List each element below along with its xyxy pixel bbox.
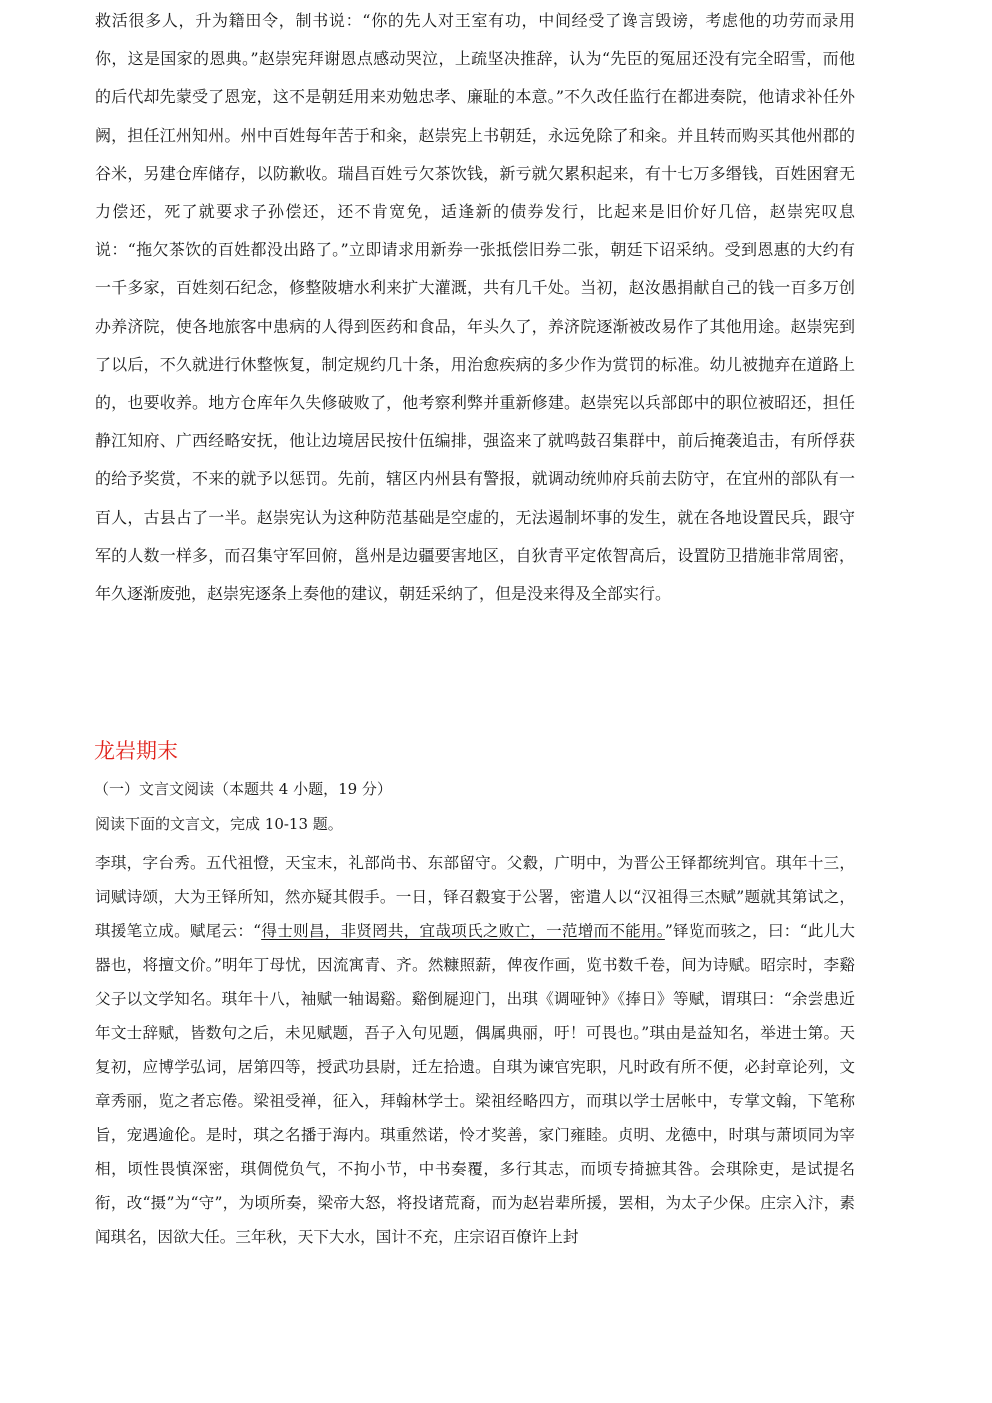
translation-paragraph: 救活很多人，升为籍田令，制书说：“你的先人对王室有功，中间经受了谗言毁谤，考虑他的功劳而录用你，这是国家的恩典。”赵崇宪拜谢恩点感动哭泣，上疏坚决推辞，认为“先臣的冤屈还没有完全昭雪，而他的后代却先蒙受了恩宠，这不是朝廷用来劝勉忠孝、廉耻的本意。”不久改任监行在都进奏院，他请求补任外阙，担任江州知州。州中百姓每年苦于和籴，赵崇宪上书朝廷，永远免除了和籴。并且转而购买其他州郡的谷米，另建仓库储存，以防歉收。瑞昌百姓亏欠茶饮钱，新亏就欠累积起来，有十七万多缗钱，百姓困窘无力偿还，死了就要求子孙偿还，还不肯宽免，适逢新的债券发行，比起来是旧价好几倍，赵崇宪叹息说：“拖欠茶饮的百姓都没出路了。”立即请求用新券一张抵偿旧券二张，朝廷下诏采纳。受到恩惠的大约有一千多家，百姓刻石纪念，修整陂塘水利来扩大灌溉，共有几千处。当初，赵汝愚捐献自己的钱一百多万创办养济院，使各地旅客中患病的人得到医药和食品，年头久了，养济院逐渐被改易作了其他用途。赵崇宪到了以后，不久就进行休整恢复，制定规约几十条，用治愈疾病的多少作为赏罚的标准。幼儿被抛弃在道路上的，也要收养。地方仓库年久失修破败了，他考察利弊并重新修建。赵崇宪以兵部郎中的职位被昭还，担任静江知府、广西经略安抚，他让边境居民按什伍编排，强盗来了就鸣鼓召集群中，前后掩袭追击，有所俘获的给予奖赏，不来的就予以惩罚。先前，辖区内州县有警报，就调动统帅府兵前去防守，在宜州的部队有一百人，古县占了一半。赵崇宪认为这种防范基础是空虚的，无法遏制坏事的发生，就在各地设置民兵，跟守军的人数一样多，而召集守军回俯，邕州是边疆要害地区，自狄青平定侬智高后，设置防卫措施非常周密，年久逐渐废弛，赵崇宪逐条上奏他的建议，朝廷采纳了，但是没来得及全部实行。: [95, 11, 855, 604]
section-heading: 龙岩期末: [94, 739, 178, 763]
passage-text-part1: 李琪，字台秀。五代祖憕，天宝末，礼部尚书、东部留守。父縠，广明中，为晋公王铎都统判官。琪年十三，词赋诗颂，大为王铎所知，然亦疑其假手。一日，铎召縠宴于公署，密遣人以“汉祖得三杰赋”题就其第试之，琪援笔立成。赋尾云：“: [95, 854, 855, 940]
passage-text-part2: ”铎览而骇之，曰：“此儿大器也，将擅文价。”明年丁母忧，因流寓青、齐。然糠照薪，俾夜作画，览书数千卷，间为诗赋。昭宗时，李谿父子以文学知名。琪年十八，袖赋一轴谒谿。谿倒屣迎门，出琪《调哑钟》《捧日》等赋，谓琪曰：“余尝患近年文士辞赋，皆数句之后，未见赋题，吾子入句见题，偶属典丽，吁！可畏也。”琪由是益知名，举进士第。天复初，应博学弘词，居第四等，授武功县尉，迁左拾遗。自琪为谏官宪职，凡时政有所不便，必封章论列，文章秀丽，览之者忘倦。梁祖受禅，征入，拜翰林学士。梁祖经略四方，而琪以学士居帐中，专掌文翰，下笔称旨，宠遇逾伦。是时，琪之名播于海内。琪重然诺，怜才奖善，家门雍睦。贞明、龙德中，时琪与萧顷同为宰相，顷性畏慎深密，琪倜傥负气，不拘小节，中书奏覆，多行其志，而顷专掎摭其咎。会琪除吏，是试提名衔，改“摄”为“守”，为顷所奏，梁帝大怒，将投诸荒裔，而为赵岩辈所援，罢相，为太子少保。庄宗入汴，素闻琪名，因欲大任。三年秋，天下大水，国计不充，庄宗诏百僚许上封: [95, 922, 856, 1246]
classical-chinese-passage: [95, 846, 855, 1254]
passage-paragraph: [95, 846, 855, 1254]
translation-passage: [95, 2, 855, 613]
underlined-sentence: 得士则昌，非贤罔共，宜哉项氏之败亡，一范增而不能用。: [261, 922, 665, 940]
section-subheading: （一）文言文阅读（本题共 4 小题，19 分）: [94, 780, 392, 798]
reading-instruction: 阅读下面的文言文，完成 10-13 题。: [95, 815, 343, 833]
